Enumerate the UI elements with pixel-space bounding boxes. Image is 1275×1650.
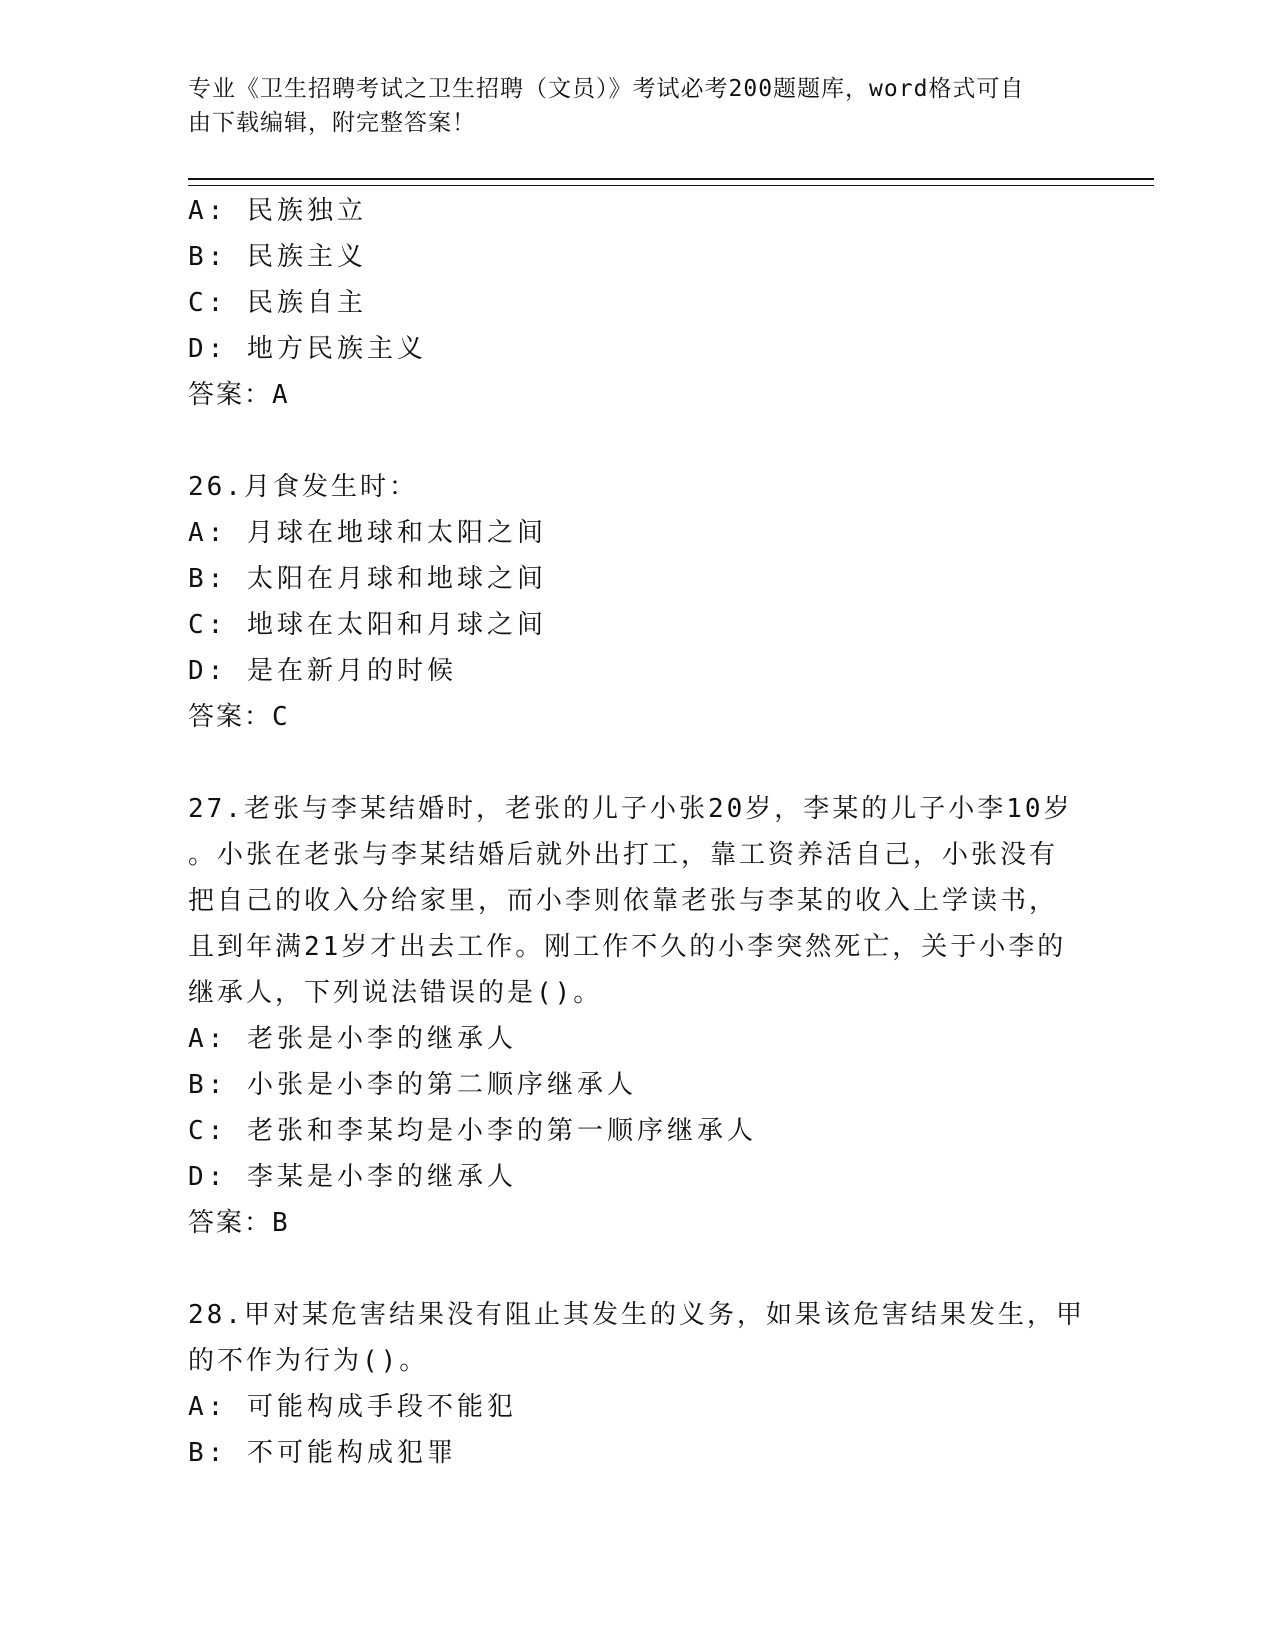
option-d: D: 地方民族主义 [188, 334, 427, 364]
option-d: D: 是在新月的时候 [188, 656, 457, 686]
header-divider [188, 178, 1154, 186]
answer-line: 答案：A [188, 380, 290, 410]
option-a: A: 月球在地球和太阳之间 [188, 518, 547, 548]
question-block-26 [188, 464, 1088, 740]
header-line-2: 由下载编辑，附完整答案！ [188, 110, 476, 136]
answer-line: 答案：B [188, 1208, 290, 1238]
option-d: D: 李某是小李的继承人 [188, 1162, 517, 1192]
answer-line: 答案：C [188, 702, 290, 732]
option-c: C: 地球在太阳和月球之间 [188, 610, 547, 640]
question-list [188, 188, 1088, 1476]
option-b: B: 民族主义 [188, 242, 367, 272]
option-a: A: 可能构成手段不能犯 [188, 1392, 517, 1422]
document-header [188, 72, 1088, 140]
question-stem-line: 且到年满21岁才出去工作。刚工作不久的小李突然死亡，关于小李的 [188, 932, 1067, 962]
option-c: C: 民族自主 [188, 288, 367, 318]
option-a: A: 民族独立 [188, 196, 367, 226]
spacer [188, 418, 1088, 464]
option-b: B: 不可能构成犯罪 [188, 1438, 457, 1468]
option-a: A: 老张是小李的继承人 [188, 1024, 517, 1054]
question-stem-line: 27.老张与李某结婚时，老张的儿子小张20岁，李某的儿子小李10岁 [188, 794, 1073, 824]
header-line-1: 专业《卫生招聘考试之卫生招聘（文员）》考试必考200题题库，word格式可自 [188, 76, 1025, 102]
question-stem-line: 把自己的收入分给家里，而小李则依靠老张与李某的收入上学读书， [188, 886, 1059, 916]
spacer [188, 740, 1088, 786]
question-stem-line: 的不作为行为()。 [188, 1346, 429, 1376]
option-b: B: 小张是小李的第二顺序继承人 [188, 1070, 637, 1100]
question-stem-line: 28.甲对某危害结果没有阻止其发生的义务，如果该危害结果发生，甲 [188, 1300, 1085, 1330]
spacer [188, 1246, 1088, 1292]
question-block-27 [188, 786, 1088, 1246]
question-stem: 26.月食发生时： [188, 472, 418, 502]
question-block-25 [188, 188, 1088, 418]
question-stem-line: 继承人，下列说法错误的是()。 [188, 978, 603, 1008]
question-block-28 [188, 1292, 1088, 1476]
question-stem-line: 。小张在老张与李某结婚后就外出打工，靠工资养活自己，小张没有 [188, 840, 1059, 870]
option-c: C: 老张和李某均是小李的第一顺序继承人 [188, 1116, 757, 1146]
option-b: B: 太阳在月球和地球之间 [188, 564, 547, 594]
